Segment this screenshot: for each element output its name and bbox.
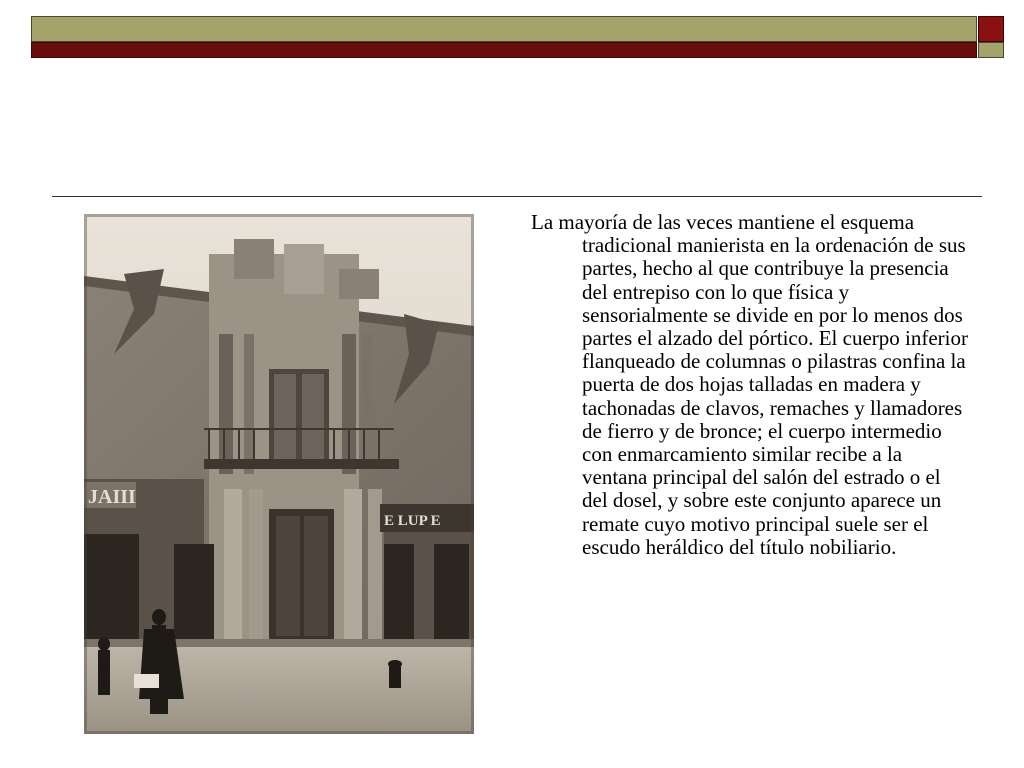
slide-title <box>52 70 980 190</box>
historic-building-facade-photo <box>84 214 474 734</box>
storefront-sign-left: JAIII <box>88 486 136 508</box>
header-maroon-square <box>978 16 1004 42</box>
title-divider <box>52 196 982 197</box>
storefront-sign-right: E LUP E <box>384 513 441 529</box>
header-olive-square <box>978 42 1004 58</box>
header-maroon-bar <box>31 42 977 58</box>
header-olive-bar <box>31 16 977 42</box>
slide-body-text: La mayoría de las veces mantiene el esquema tradicional manierista en la ordenación de sus partes, hecho al que contribuye la presencia del entrepiso con lo que física y sensorialmente se divide en por lo menos dos partes el alzado del pórtico. El cuerpo inferior flanqueado de columnas o pilastras confina la puerta de dos hojas talladas en madera y tachonadas de clavos, remaches y llamadores de fierro y de bronce; el cuerpo intermedio con enmarcamiento similar recibe a la ventana principal del salón del estrado o el del dosel, y sobre este conjunto aparece un remate cuyo motivo principal suele ser el escudo heráldico del título nobiliario. <box>531 210 968 559</box>
